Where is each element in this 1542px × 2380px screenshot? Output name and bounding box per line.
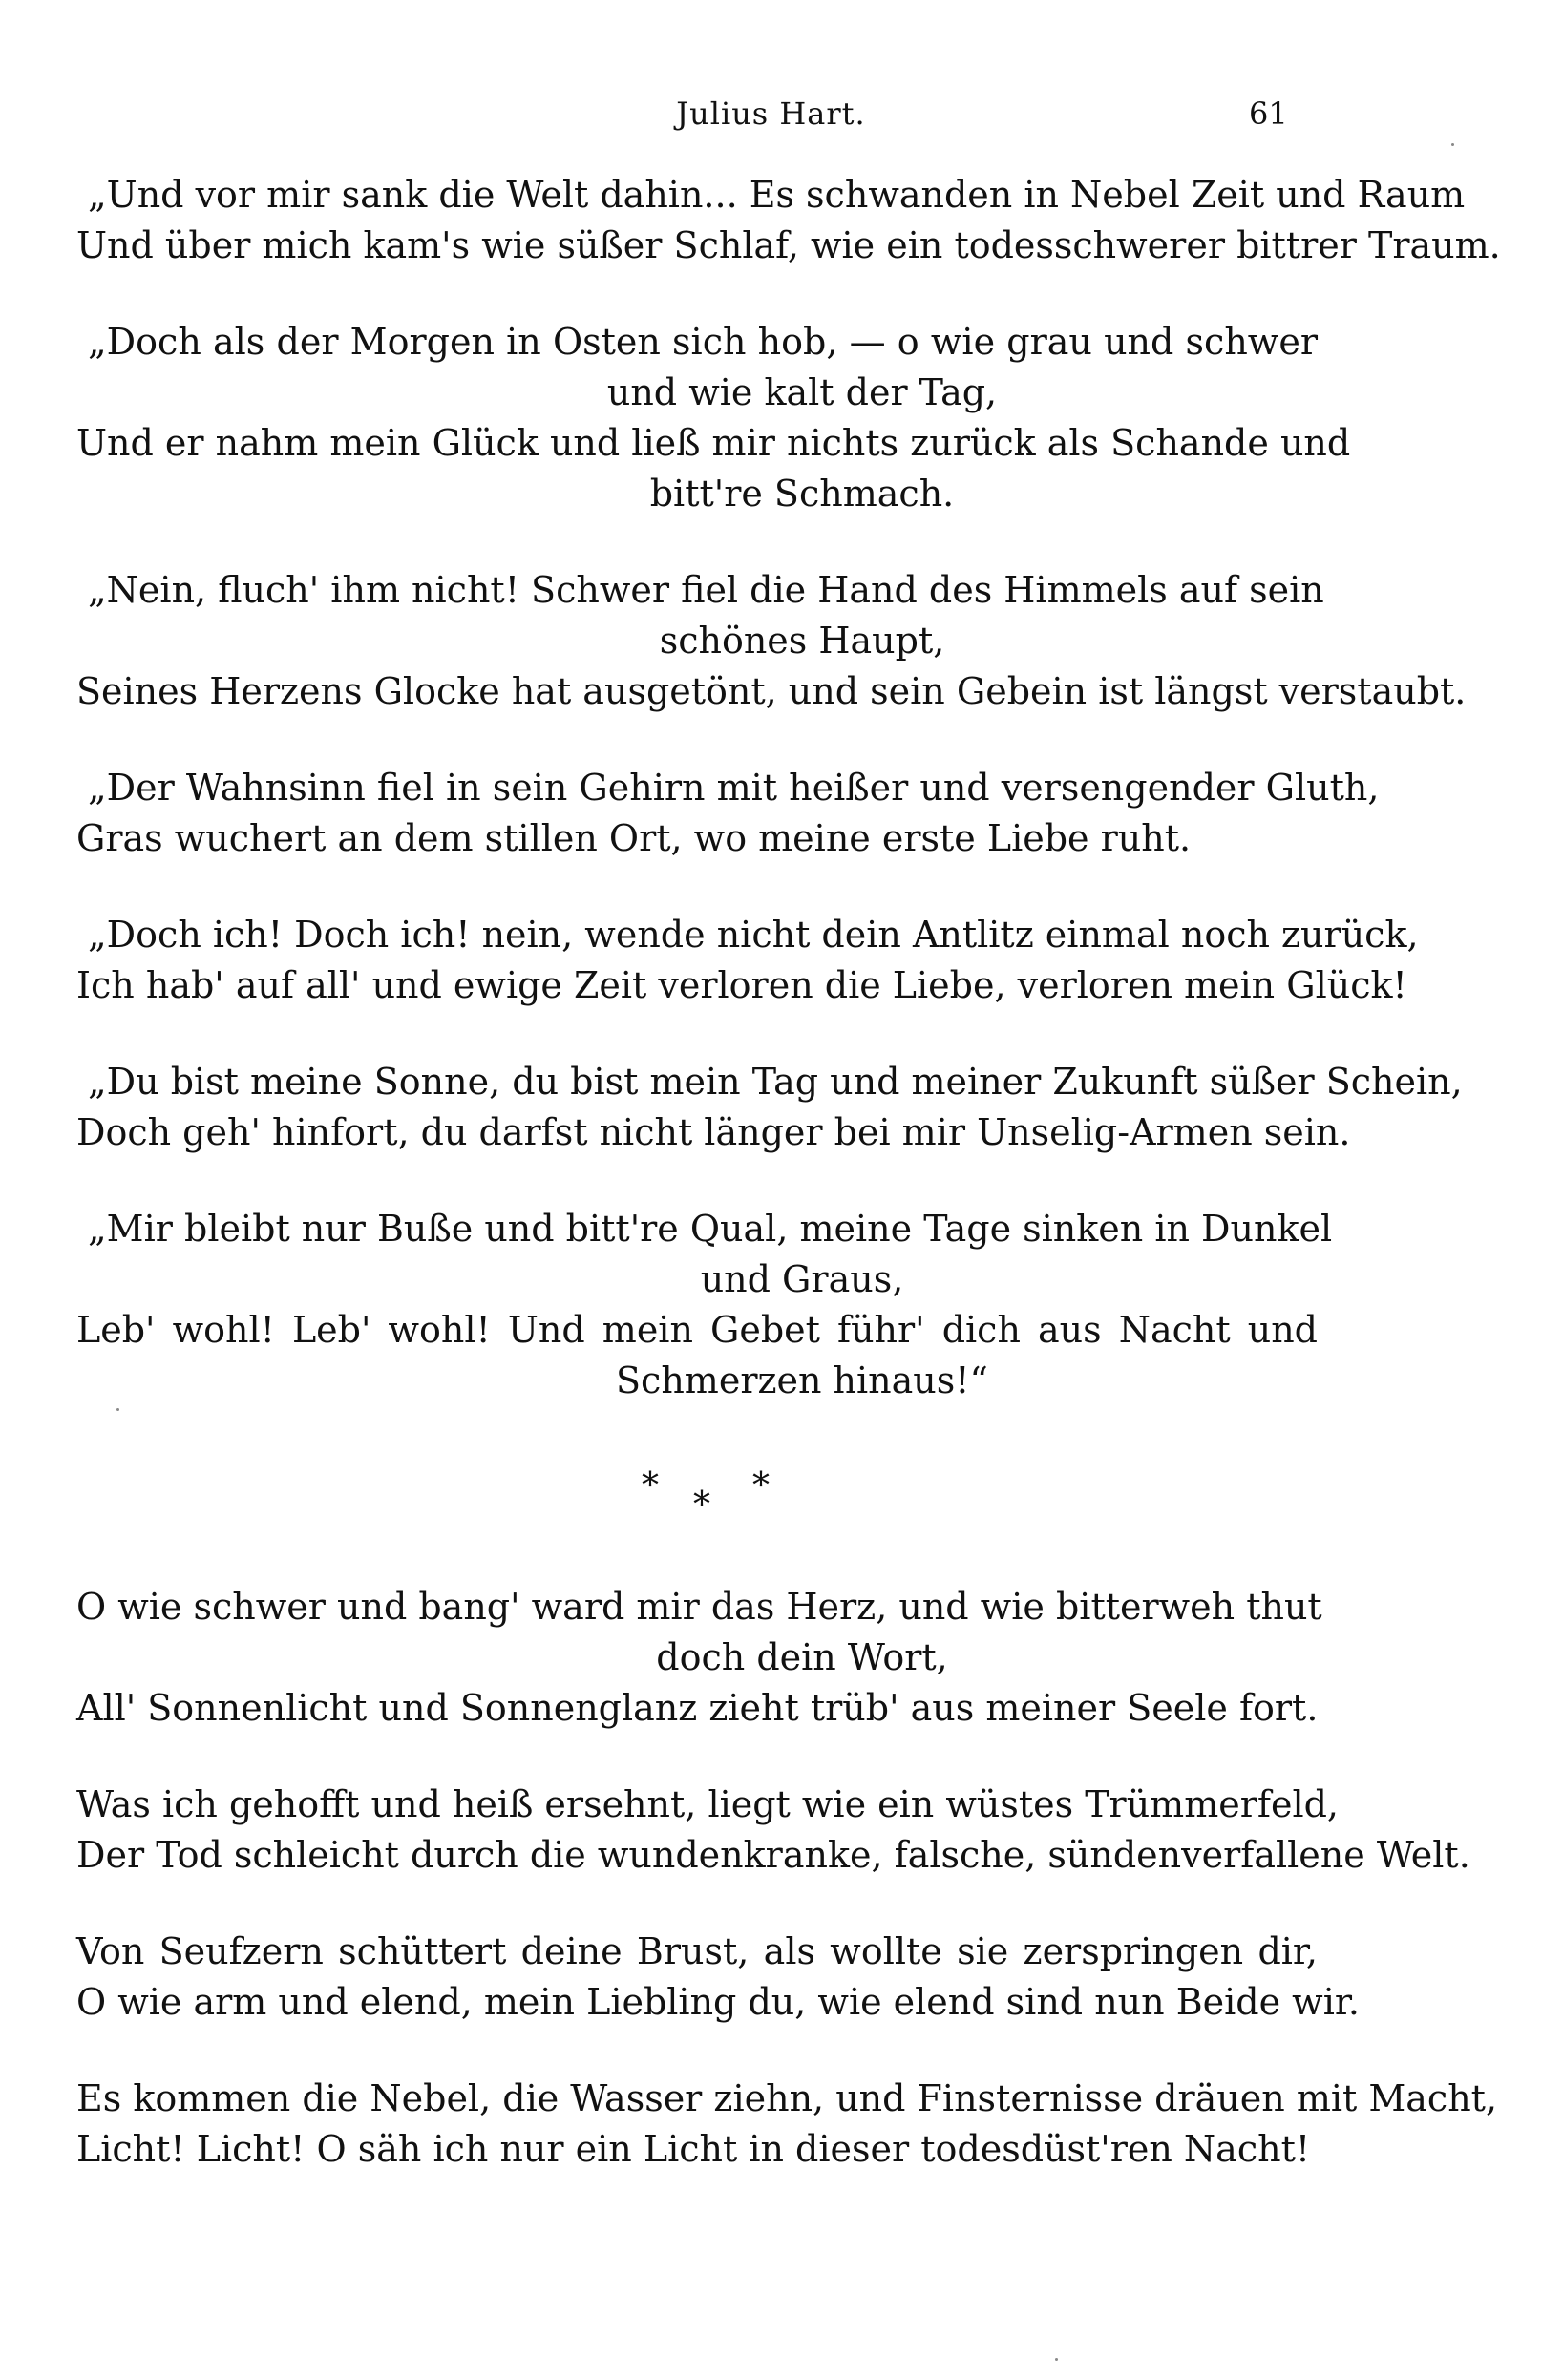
verse-line-continuation: und Graus, bbox=[700, 1258, 904, 1300]
stanza bbox=[76, 910, 1419, 1011]
verse-line: Es kommen die Nebel, die Wasser ziehn, und Finsternisse dräuen mit Macht, bbox=[76, 2077, 1498, 2119]
verse-line: Von Seufzern schüttert deine Brust, als wollte sie zerspringen dir, bbox=[76, 1930, 1318, 1972]
verse-line: „Nein, fluch' ihm nicht! Schwer fiel die Hand des Himmels auf sein bbox=[88, 569, 1324, 611]
scan-speck bbox=[1055, 2358, 1058, 2361]
verse-line: Gras wuchert an dem stillen Ort, wo meine erste Liebe ruht. bbox=[76, 817, 1192, 859]
stanza bbox=[76, 1927, 1360, 2028]
poem-text bbox=[76, 170, 1501, 2221]
verse-line: Der Tod schleicht durch die wundenkranke, falsche, sündenverfallene Welt. bbox=[76, 1834, 1470, 1876]
verse-line: Doch geh' hinfort, du darfst nicht länger bei mir Unselig-Armen sein. bbox=[76, 1111, 1351, 1153]
verse-line-continuation: bitt're Schmach. bbox=[649, 473, 955, 515]
verse-line: O wie arm und elend, mein Liebling du, wie elend sind nun Beide wir. bbox=[76, 1981, 1360, 2023]
stanza bbox=[76, 170, 1501, 271]
scan-speck bbox=[1451, 143, 1454, 146]
asterisk: * bbox=[752, 1466, 770, 1506]
verse-line-continuation: und wie kalt der Tag, bbox=[606, 371, 998, 413]
page-number: 61 bbox=[1249, 95, 1288, 132]
stanza bbox=[76, 1780, 1470, 1881]
stanza bbox=[76, 1204, 1333, 1406]
verse-line: „Mir bleibt nur Buße und bitt're Qual, meine Tage sinken in Dunkel bbox=[88, 1208, 1333, 1250]
verse-line-continuation: Schmerzen hinaus!“ bbox=[616, 1359, 988, 1401]
verse-line: „Und vor mir sank die Welt dahin... Es schwanden in Nebel Zeit und Raum bbox=[88, 174, 1466, 216]
section-separator bbox=[76, 1448, 1318, 1563]
stanza bbox=[76, 2074, 1498, 2175]
running-head bbox=[0, 95, 1542, 143]
verse-line: Leb' wohl! Leb' wohl! Und mein Gebet führ' dich aus Nacht und bbox=[76, 1309, 1318, 1351]
verse-line: O wie schwer und bang' ward mir das Herz, und wie bitterweh thut bbox=[76, 1586, 1322, 1628]
verse-line: Und über mich kam's wie süßer Schlaf, wie ein todesschwerer bittrer Traum. bbox=[76, 224, 1501, 266]
verse-line: Und er nahm mein Glück und ließ mir nichts zurück als Schande und bbox=[76, 422, 1351, 464]
verse-line: „Doch als der Morgen in Osten sich hob, — o wie grau und schwer bbox=[88, 321, 1318, 363]
verse-line: „Der Wahnsinn fiel in sein Gehirn mit heißer und versengender Gluth, bbox=[88, 767, 1380, 809]
verse-line: Licht! Licht! O säh ich nur ein Licht in dieser todesdüst'ren Nacht! bbox=[76, 2128, 1311, 2170]
stanza bbox=[76, 1057, 1463, 1158]
scan-speck bbox=[116, 1408, 119, 1411]
verse-line: „Du bist meine Sonne, du bist mein Tag und meiner Zukunft süßer Schein, bbox=[88, 1061, 1463, 1103]
verse-line: Seines Herzens Glocke hat ausgetönt, und sein Gebein ist längst verstaubt. bbox=[76, 670, 1467, 712]
stanza bbox=[76, 1582, 1322, 1734]
verse-line: Ich hab' auf all' und ewige Zeit verloren die Liebe, verloren mein Glück! bbox=[76, 964, 1407, 1006]
asterisk: * bbox=[642, 1466, 659, 1506]
verse-line: All' Sonnenlicht und Sonnenglanz zieht trüb' aus meiner Seele fort. bbox=[76, 1687, 1319, 1729]
running-title: Julius Hart. bbox=[676, 95, 866, 132]
stanza bbox=[76, 317, 1351, 519]
verse-line-continuation: schönes Haupt, bbox=[659, 620, 945, 662]
verse-line: „Doch ich! Doch ich! nein, wende nicht dein Antlitz einmal noch zurück, bbox=[88, 914, 1419, 956]
verse-line-continuation: doch dein Wort, bbox=[656, 1636, 948, 1678]
stanza bbox=[76, 763, 1380, 864]
stanza bbox=[76, 565, 1467, 717]
verse-line: Was ich gehofft und heiß ersehnt, liegt wie ein wüstes Trümmerfeld, bbox=[76, 1783, 1340, 1825]
asterisk: * bbox=[693, 1485, 710, 1525]
